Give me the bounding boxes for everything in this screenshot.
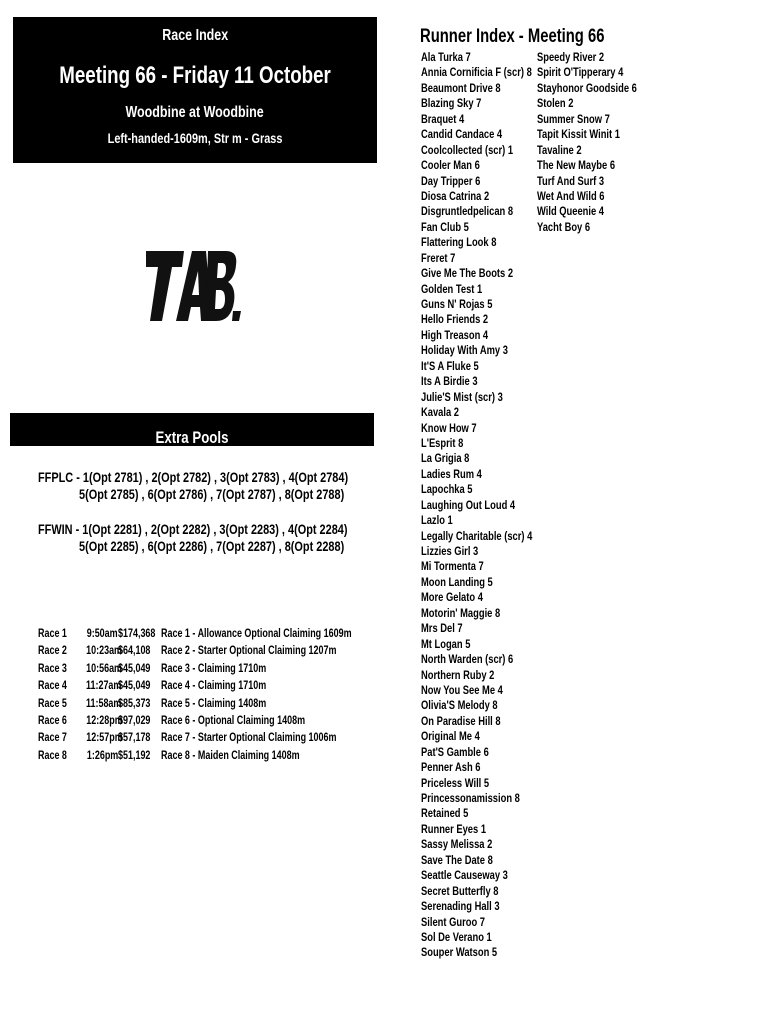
runner-list-item: Souper Watson 5 [421, 945, 498, 960]
runner-list-item: Kavala 2 [421, 405, 459, 420]
ffwin-pool-line-2: 5(Opt 2285) , 6(Opt 2286) , 7(Opt 2287) , 8(Opt 2288) [79, 538, 345, 554]
runner-list-item: Motorin' Maggie 8 [421, 605, 501, 620]
runner-list-item: Disgruntledpelican 8 [421, 204, 514, 219]
runner-list-item: More Gelato 4 [421, 590, 483, 605]
race-time: 12:28pm [86, 714, 123, 727]
race-description: Race 2 - Starter Optional Claiming 1207m [161, 645, 337, 658]
ffplc-pool-line-2: 5(Opt 2785) , 6(Opt 2786) , 7(Opt 2787) , 8(Opt 2788) [79, 486, 345, 502]
runner-list-item: Spirit O'Tipperary 4 [537, 65, 624, 80]
runner-list-item: High Treason 4 [421, 327, 489, 342]
runner-list-item: Olivia'S Melody 8 [421, 698, 498, 713]
runner-list-item: Guns N' Rojas 5 [421, 297, 493, 311]
runner-list-item: On Paradise Hill 8 [421, 713, 501, 728]
runner-list-item: Give Me The Boots 2 [421, 266, 514, 281]
runner-list-item: Tavaline 2 [537, 142, 582, 157]
race-number: Race 2 [38, 645, 67, 658]
runner-list-item: Lapochka 5 [421, 482, 473, 497]
runner-list-item: L'Esprit 8 [421, 435, 464, 450]
runner-list-item: La Grigia 8 [421, 451, 470, 466]
race-purse: $57,178 [118, 732, 151, 745]
race-purse: $64,108 [118, 645, 151, 658]
race-number: Race 3 [38, 662, 67, 675]
race-index-heading: Race Index [162, 27, 228, 44]
runner-list-item: Diosa Catrina 2 [421, 188, 490, 203]
runner-list-item: Silent Guroo 7 [421, 914, 485, 929]
runner-list-item: North Warden (scr) 6 [421, 652, 514, 667]
runner-list-item: Laughing Out Loud 4 [421, 497, 516, 512]
runner-list-item: Northern Ruby 2 [421, 667, 495, 682]
runner-list-item: Coolcollected (scr) 1 [421, 142, 514, 157]
venue-name: Woodbine at Woodbine [125, 104, 265, 121]
runner-list-item: Freret 7 [421, 250, 456, 265]
runner-list-item: Lazlo 1 [421, 513, 453, 528]
race-number: Race 7 [38, 732, 67, 745]
runner-list-item: Penner Ash 6 [421, 760, 481, 775]
runner-list-column-2 [537, 50, 665, 235]
runner-list-item: Blazing Sky 7 [421, 96, 482, 111]
race-time: 11:58am [85, 697, 122, 710]
runner-list-item: Sol De Verano 1 [421, 929, 492, 944]
runner-list-item: Legally Charitable (scr) 4 [421, 528, 533, 543]
race-number: Race 4 [38, 680, 67, 693]
runner-list-item: Seattle Causeway 3 [421, 868, 508, 883]
race-time: 9:50am [87, 628, 118, 640]
runner-list-item: Mrs Del 7 [421, 621, 463, 636]
race-time: 1:26pm [86, 749, 118, 762]
ffplc-pool-line-1: FFPLC - 1(Opt 2781) , 2(Opt 2782) , 3(Opt 2783) , 4(Opt 2784) [38, 469, 349, 485]
runner-list-item: Beaumont Drive 8 [421, 80, 501, 95]
runner-list-item: Retained 5 [421, 806, 469, 821]
runner-list-item: Stolen 2 [537, 96, 574, 111]
race-time: 10:23am [86, 645, 123, 658]
runner-list-item: Lizzies Girl 3 [421, 544, 479, 558]
race-number: Race 1 [38, 628, 67, 640]
runner-list-item: Ala Turka 7 [421, 50, 471, 64]
runner-list-item: Hello Friends 2 [421, 312, 489, 327]
runner-list-item: Braquet 4 [421, 111, 465, 126]
runner-list-item: Golden Test 1 [421, 281, 483, 296]
race-index-header [13, 17, 377, 163]
runner-list-item: Stayhonor Goodside 6 [537, 80, 637, 95]
runner-list-item: Yacht Boy 6 [537, 219, 591, 234]
race-number: Race 6 [38, 714, 67, 727]
race-purse: $51,192 [118, 749, 151, 762]
meeting-title: Meeting 66 - Friday 11 October [59, 62, 331, 89]
runner-list-item: Annia Cornificia F (scr) 8 [421, 65, 532, 80]
race-number: Race 8 [38, 749, 67, 762]
race-time: 11:27am [85, 680, 122, 693]
race-description: Race 6 - Optional Claiming 1408m [161, 714, 306, 727]
runner-list-item: Original Me 4 [421, 729, 480, 744]
race-description: Race 3 - Claiming 1710m [161, 662, 267, 675]
runner-list-item: Speedy River 2 [537, 50, 605, 64]
runner-list-item: Save The Date 8 [421, 852, 493, 867]
runner-list-item: Cooler Man 6 [421, 158, 480, 173]
runner-list-item: The New Maybe 6 [537, 158, 616, 173]
runner-list-item: Secret Butterfly 8 [421, 883, 499, 898]
runner-list-item: Mt Logan 5 [421, 636, 471, 651]
runner-list-item: Flattering Look 8 [421, 235, 497, 250]
runner-list-item: Holiday With Amy 3 [421, 343, 508, 358]
race-time: 12:57pm [86, 732, 123, 745]
track-description: Left-handed-1609m, Str m - Grass [107, 130, 283, 146]
runner-list-item: Day Tripper 6 [421, 173, 481, 188]
runner-index-title: Runner Index - Meeting 66 [420, 26, 605, 47]
runner-list-item: It'S A Fluke 5 [421, 358, 479, 373]
runner-list-item: Priceless Will 5 [421, 775, 490, 790]
runner-list-item: Mi Tormenta 7 [421, 559, 484, 574]
runner-list-item: Serenading Hall 3 [421, 899, 500, 914]
race-purse: $85,373 [118, 697, 151, 710]
runner-list-item: Wild Queenie 4 [537, 204, 605, 219]
race-purse: $45,049 [118, 662, 151, 675]
runner-list-item: Its A Birdie 3 [421, 374, 478, 389]
race-purse: $174,368 [118, 628, 156, 640]
race-description: Race 4 - Claiming 1710m [161, 680, 267, 693]
race-purse: $45,049 [118, 680, 151, 693]
runner-list-item: Candid Candace 4 [421, 127, 503, 142]
runner-list-item: Julie'S Mist (scr) 3 [421, 389, 503, 404]
race-description: Race 1 - Allowance Optional Claiming 1609m [161, 628, 352, 640]
race-description: Race 8 - Maiden Claiming 1408m [161, 749, 300, 762]
runner-list-item: Turf And Surf 3 [537, 173, 605, 188]
tab-logo [146, 247, 242, 323]
runner-list-item: Sassy Melissa 2 [421, 837, 493, 852]
runner-list-item: Runner Eyes 1 [421, 821, 487, 836]
race-purse: $97,029 [118, 714, 151, 727]
race-time: 10:56am [86, 662, 123, 675]
tab-logo-icon [146, 247, 242, 323]
runner-list-item: Summer Snow 7 [537, 111, 610, 126]
runner-list-item: Now You See Me 4 [421, 682, 503, 697]
runner-list-item: Moon Landing 5 [421, 574, 493, 589]
extra-pools-header: Extra Pools [10, 413, 374, 446]
runner-list-item: Ladies Rum 4 [421, 466, 482, 481]
runner-list-item: Wet And Wild 6 [537, 188, 605, 203]
runner-list-item: Fan Club 5 [421, 219, 469, 234]
runner-list-item: Princessonamission 8 [421, 791, 520, 805]
runner-list-item: Know How 7 [421, 420, 477, 435]
race-description: Race 7 - Starter Optional Claiming 1006m [161, 732, 337, 745]
runner-list-item: Pat'S Gamble 6 [421, 744, 489, 759]
race-number: Race 5 [38, 697, 67, 710]
ffwin-pool-line-1: FFWIN - 1(Opt 2281) , 2(Opt 2282) , 3(Opt 2283) , 4(Opt 2284) [38, 521, 348, 537]
race-description: Race 5 - Claiming 1408m [161, 697, 267, 710]
runner-list-item: Tapit Kissit Winit 1 [537, 127, 620, 142]
